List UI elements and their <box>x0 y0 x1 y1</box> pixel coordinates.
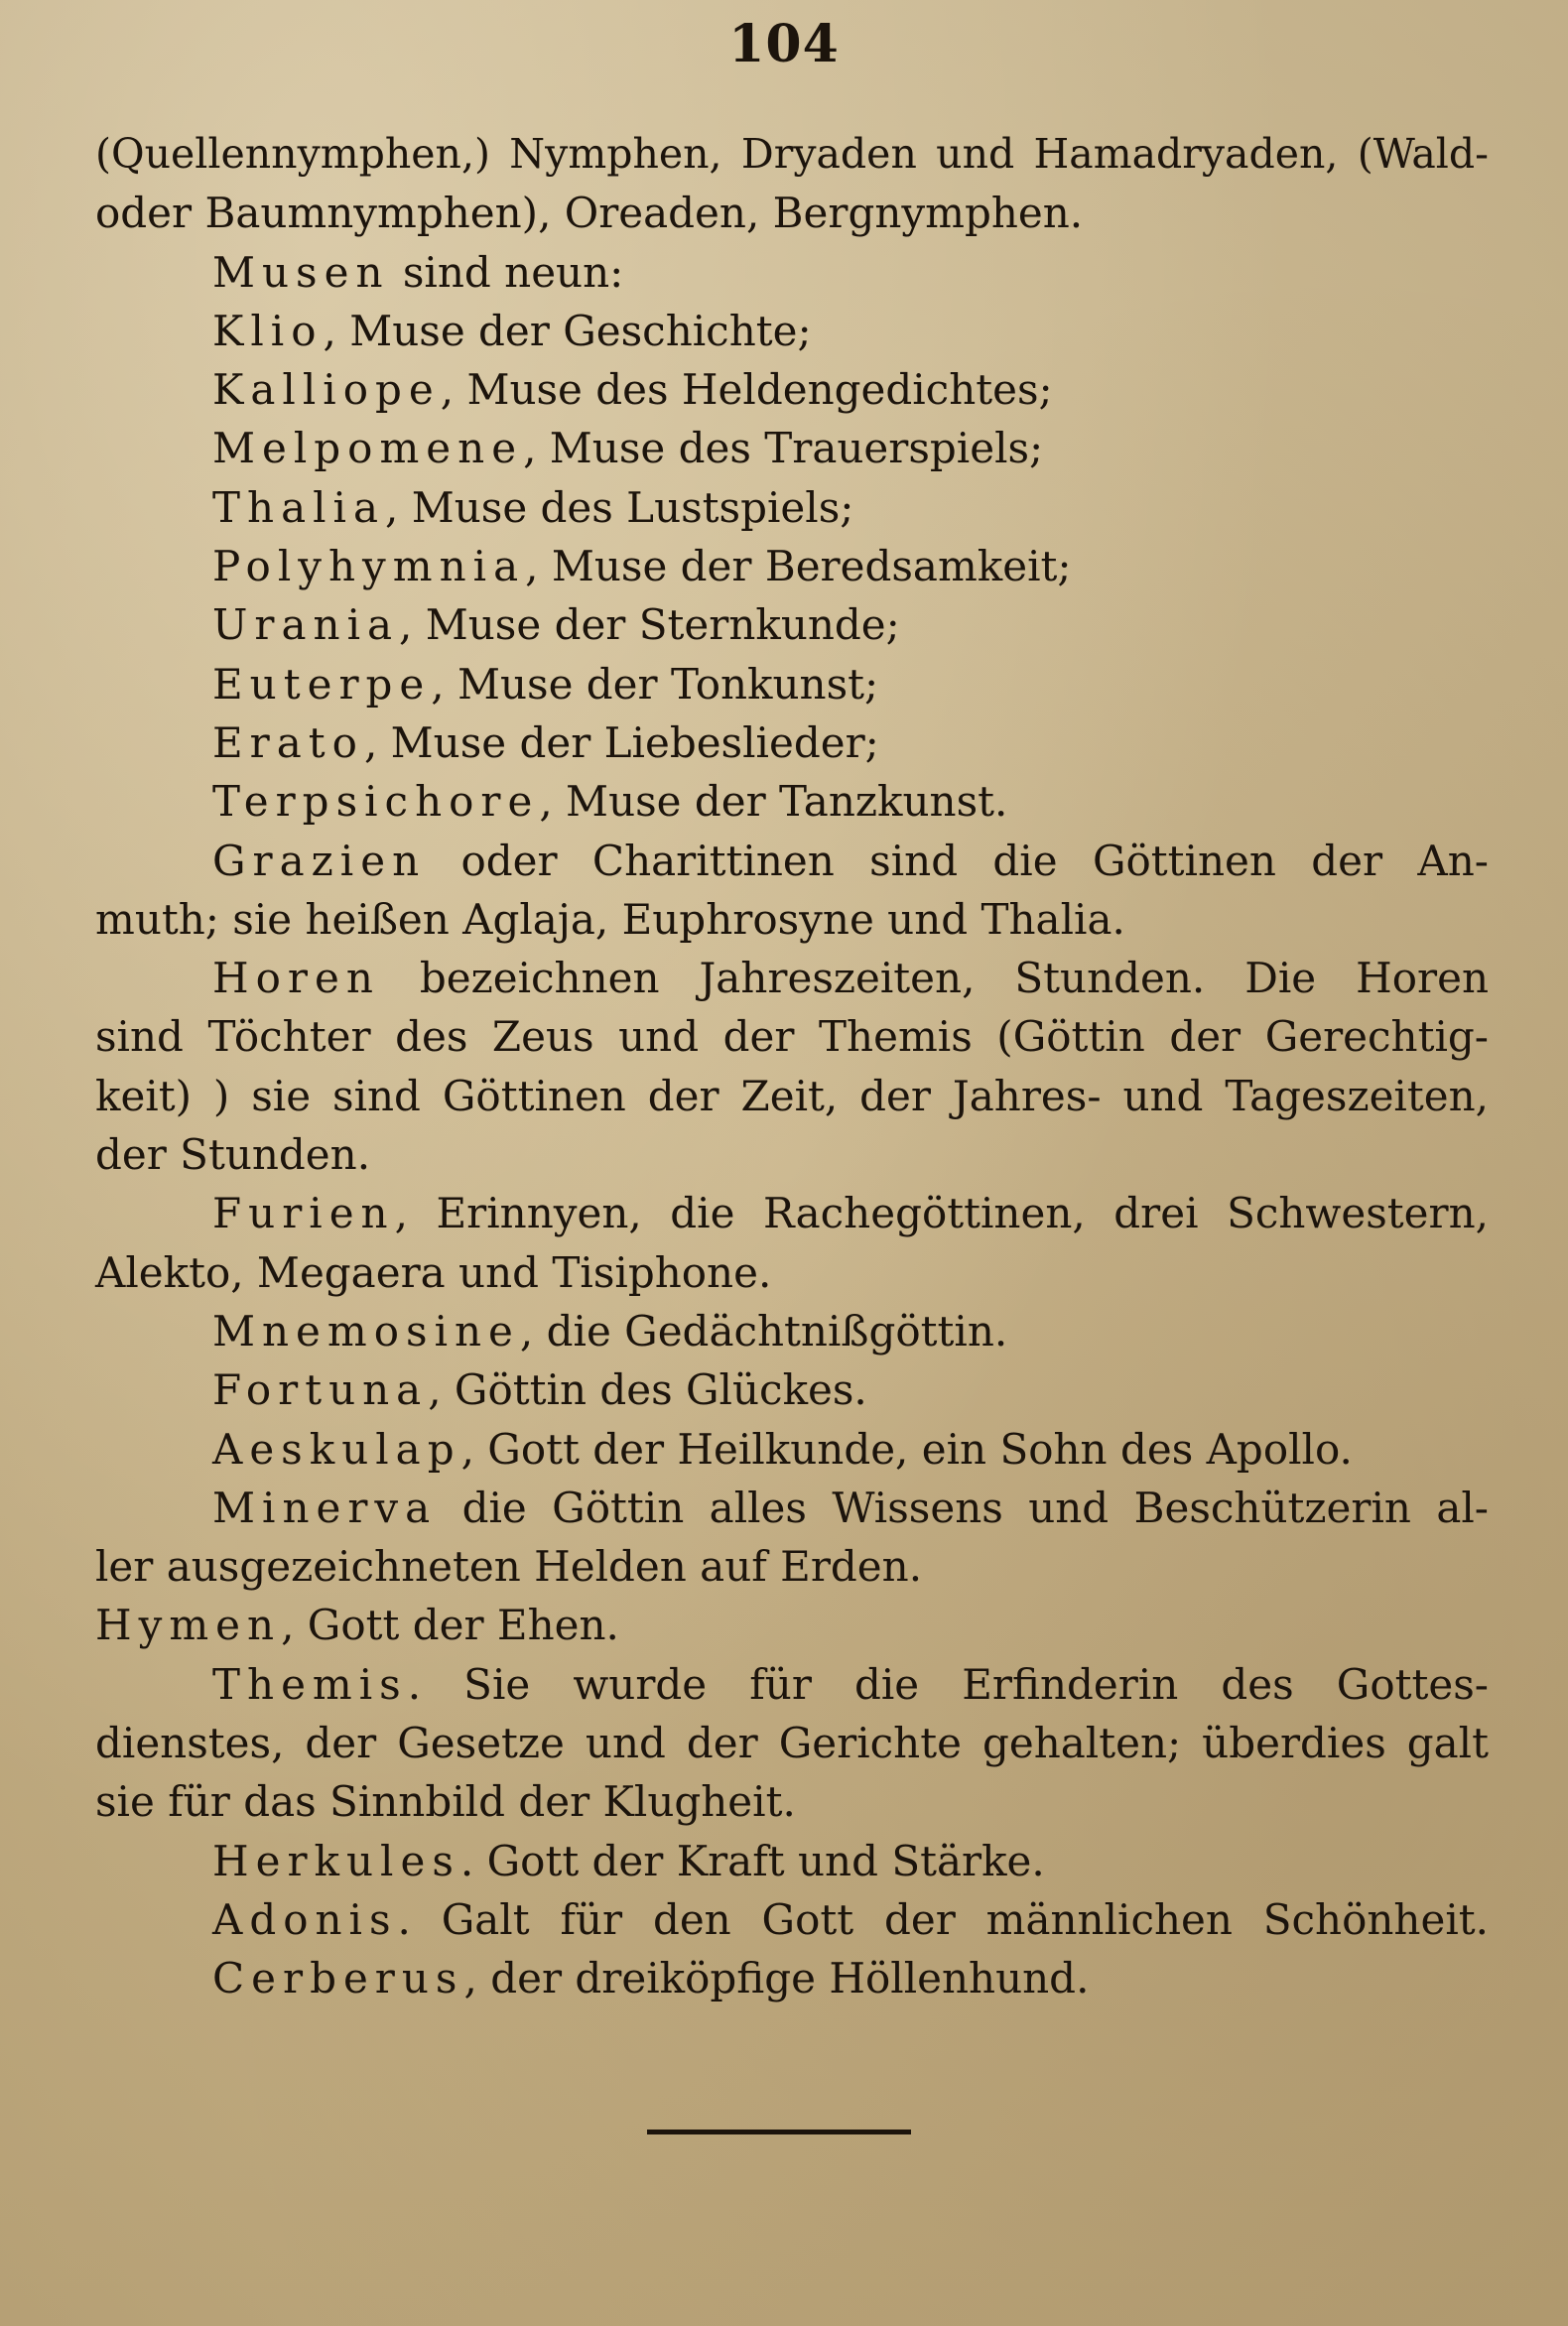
text-span: , Muse der Liebeslieder; <box>363 717 879 767</box>
text-line-12 <box>95 772 1489 831</box>
text-span: . Galt für den Gott der männlichen Schönheit. <box>397 1894 1489 1944</box>
text-span: . Sie wurde für die Erfinderin des Gottes- <box>407 1659 1489 1709</box>
text-line-26 <box>95 1596 1489 1654</box>
text-span: sie für das Sinnbild der Klugheit. <box>95 1777 796 1827</box>
body-text <box>95 125 1489 2008</box>
text-span: dienstes, der Gesetze und der Gerichte gehalten; überdies galt <box>95 1719 1489 1768</box>
text-line-27 <box>95 1655 1489 1714</box>
entry-term: Minerva <box>212 1483 438 1532</box>
text-span: der Stunden. <box>95 1130 371 1180</box>
text-span: bezeichnen Jahreszeiten, Stunden. Die Horen <box>379 954 1489 1003</box>
entry-term: Cerberus <box>212 1954 464 2003</box>
text-line-19 <box>95 1184 1489 1242</box>
text-line-21 <box>95 1302 1489 1360</box>
text-line-29 <box>95 1772 1489 1831</box>
text-span: die Göttin alles Wissens und Beschützerin al- <box>437 1483 1489 1532</box>
text-span: , Erinnyen, die Rachegöttinen, drei Schwestern, <box>394 1189 1489 1238</box>
text-line-5 <box>95 360 1489 419</box>
text-line-16 <box>95 1007 1489 1066</box>
text-span: ler ausgezeichneten Helden auf Erden. <box>95 1542 923 1592</box>
entry-term: Klio <box>212 306 324 355</box>
text-span: , Muse der Sternkunde; <box>399 600 900 650</box>
entry-term: Grazien <box>212 836 427 885</box>
text-line-31 <box>95 1890 1489 1949</box>
text-span: , Muse des Heldengedichtes; <box>440 365 1053 415</box>
end-rule <box>647 2130 911 2134</box>
text-span: , Muse des Lustspiels; <box>385 482 854 532</box>
entry-term: Furien <box>212 1189 395 1238</box>
text-span: , Göttin des Glückes. <box>428 1365 867 1415</box>
text-span: oder Baumnymphen), Oreaden, Bergnymphen. <box>95 189 1084 238</box>
text-line-15 <box>95 949 1489 1007</box>
text-line-14 <box>95 890 1489 949</box>
text-line-8 <box>95 537 1489 595</box>
text-line-6 <box>95 419 1489 477</box>
text-line-24 <box>95 1479 1489 1537</box>
entry-term: Horen <box>212 954 380 1003</box>
text-span: muth; sie heißen Aglaja, Euphrosyne und Thalia. <box>95 894 1125 944</box>
entry-term: Mnemosine <box>212 1306 520 1356</box>
text-span: keit) ) sie sind Göttinen der Zeit, der Jahres- und Tageszeiten, <box>95 1071 1489 1120</box>
text-line-13 <box>95 832 1489 890</box>
text-line-4 <box>95 302 1489 360</box>
text-span: , der dreiköpfige Höllenhund. <box>463 1954 1090 2003</box>
text-line-9 <box>95 595 1489 654</box>
entry-term: Herkules <box>212 1836 460 1885</box>
text-line-1 <box>95 125 1489 184</box>
entry-term: Musen <box>212 247 390 297</box>
text-line-30 <box>95 1832 1489 1890</box>
text-line-11 <box>95 713 1489 772</box>
text-line-32 <box>95 1949 1489 2007</box>
text-span: (Quellennymphen,) Nymphen, Dryaden und Hamadryaden, (Wald- <box>95 130 1489 178</box>
text-span: oder Charittinen sind die Göttinen der An- <box>426 836 1489 885</box>
entry-term: Hymen <box>95 1601 282 1650</box>
text-span: Alekto, Megaera und Tisiphone. <box>95 1247 772 1297</box>
entry-term: Euterpe <box>212 659 432 709</box>
text-span: sind neun: <box>389 247 624 297</box>
entry-term: Fortuna <box>212 1365 429 1415</box>
text-span: , Gott der Ehen. <box>281 1601 619 1650</box>
text-line-3 <box>95 243 1489 302</box>
text-span: , Muse des Trauerspiels; <box>523 424 1044 473</box>
entry-term: Terpsichore <box>212 777 540 827</box>
text-line-23 <box>95 1420 1489 1479</box>
text-span: , Muse der Tonkunst; <box>431 659 879 709</box>
text-span: , Muse der Tanzkunst. <box>539 777 1008 827</box>
text-line-10 <box>95 655 1489 713</box>
entry-term: Melpomene <box>212 424 524 473</box>
text-span: , die Gedächtnißgöttin. <box>519 1306 1008 1356</box>
entry-term: Thalia <box>212 482 386 532</box>
text-line-7 <box>95 478 1489 537</box>
entry-term: Aeskulap <box>212 1424 461 1474</box>
text-line-2 <box>95 184 1489 242</box>
text-line-25 <box>95 1537 1489 1596</box>
entry-term: Themis <box>212 1659 408 1709</box>
text-span: , Gott der Heilkunde, ein Sohn des Apollo. <box>460 1424 1353 1474</box>
text-line-20 <box>95 1243 1489 1302</box>
text-span: . Gott der Kraft und Stärke. <box>459 1836 1045 1885</box>
page-number: 104 <box>728 14 840 74</box>
text-line-17 <box>95 1067 1489 1125</box>
text-span: sind Töchter des Zeus und der Themis (Göttin der Gerechtig- <box>95 1012 1489 1062</box>
text-span: , Muse der Beredsamkeit; <box>525 542 1072 591</box>
entry-term: Urania <box>212 600 400 650</box>
entry-term: Erato <box>212 717 364 767</box>
entry-term: Kalliope <box>212 365 441 415</box>
entry-term: Adonis <box>212 1894 398 1944</box>
text-line-28 <box>95 1714 1489 1772</box>
entry-term: Polyhymnia <box>212 542 526 591</box>
text-line-22 <box>95 1360 1489 1419</box>
text-line-18 <box>95 1125 1489 1184</box>
text-span: , Muse der Geschichte; <box>323 306 812 355</box>
